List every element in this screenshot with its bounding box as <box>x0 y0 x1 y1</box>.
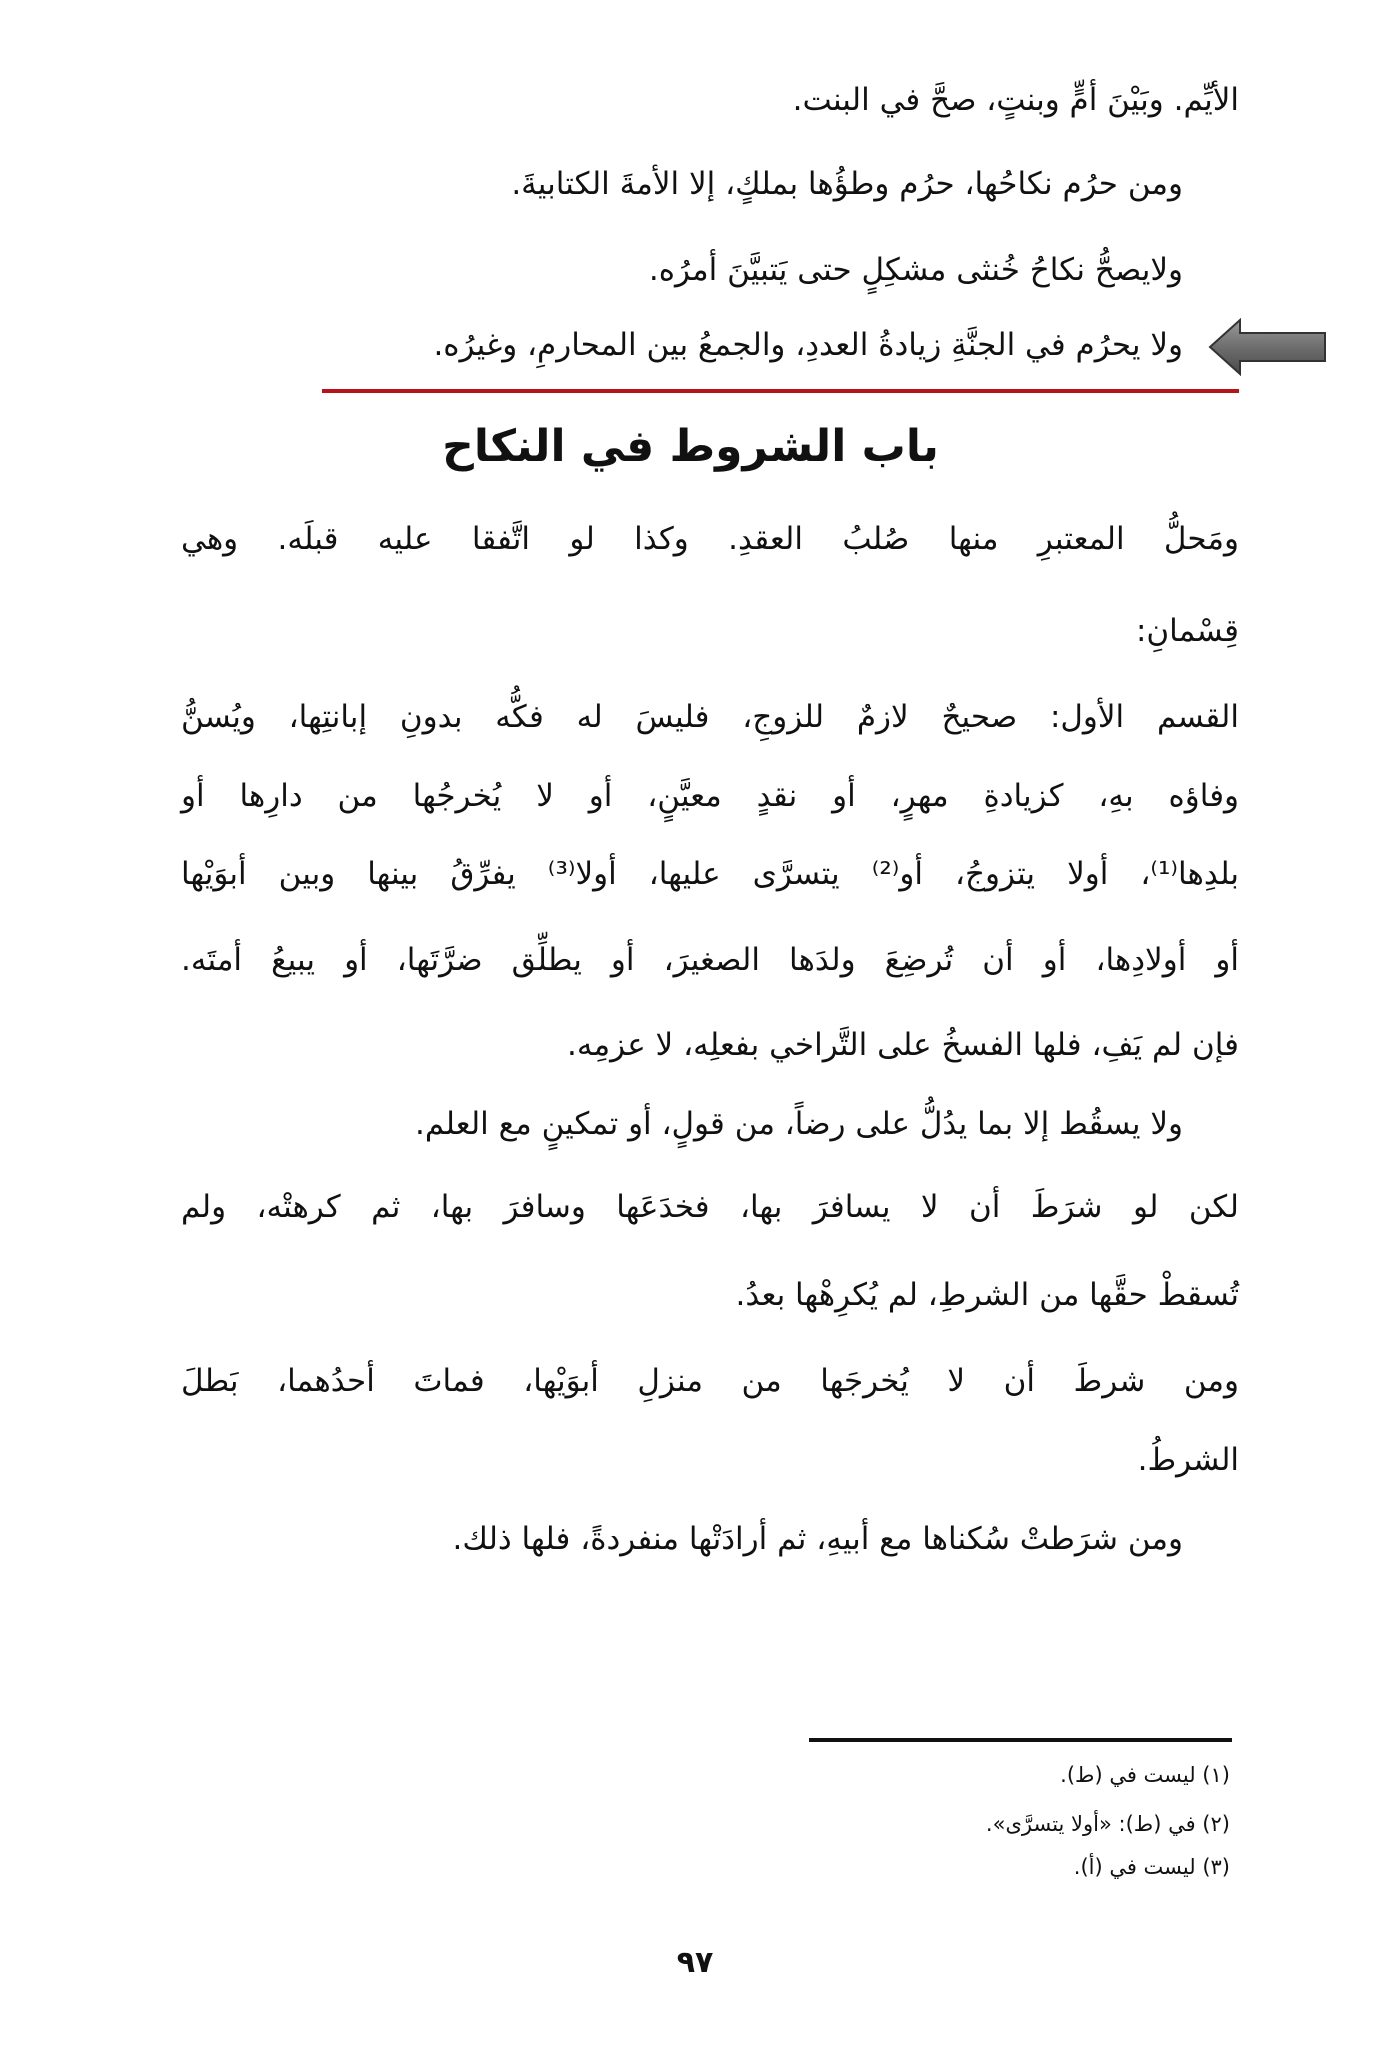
text-line: بلدِها⁽¹⁾، أولا يتزوجُ، أو⁽²⁾ يتسرَّى عليها، أولا⁽³⁾ يفرِّقُ بينها وبين أبوَيْها <box>181 856 1239 892</box>
text-line: ولايصحُّ نكاحُ خُنثى مشكِلٍ حتى يَتبيَّنَ أمرُه. <box>648 252 1183 288</box>
text-line: ومن شرَطتْ سُكناها مع أبيهِ، ثم أرادَتْها منفردةً، فلها ذلك. <box>452 1521 1183 1557</box>
footnote: (١) ليست في (ط). <box>1060 1763 1230 1787</box>
text-line: القسم الأول: صحيحٌ لازمٌ للزوجِ، فليسَ له فكُّه بدونِ إبانتِها، ويُسنُّ <box>181 699 1239 735</box>
section-heading: باب الشروط في النكاح <box>442 421 939 472</box>
text-line: ومَحلُّ المعتبرِ منها صُلبُ العقدِ. وكذا لو اتَّفقا عليه قبلَه. وهي <box>181 521 1239 557</box>
text-line: الشرطُ. <box>1137 1442 1239 1478</box>
footnote: (٢) في (ط): «أولا يتسرَّى». <box>985 1812 1230 1836</box>
text-line: الأيِّم. وبَيْنَ أمٍّ وبنتٍ، صحَّ في البنت. <box>792 82 1239 118</box>
text-line: لكن لو شرَطَ أن لا يسافرَ بها، فخدَعَها وسافرَ بها، ثم كرهتْه، ولم <box>181 1189 1239 1225</box>
text-line: قِسْمانِ: <box>1135 613 1239 649</box>
footnote: (٣) ليست في (أ). <box>1073 1855 1230 1879</box>
text-line: ولا يسقُط إلا بما يدُلُّ على رضاً، من قولٍ، أو تمكينٍ مع العلم. <box>415 1106 1183 1142</box>
text-line: ومن شرطَ أن لا يُخرجَها من منزلِ أبوَيْها، فماتَ أحدُهما، بَطلَ <box>181 1363 1239 1399</box>
text-line: فإن لم يَفِ، فلها الفسخُ على التَّراخي بفعلِه، لا عزمِه. <box>567 1027 1239 1063</box>
text-line: وفاؤه بهِ، كزيادةِ مهرٍ، أو نقدٍ معيَّنٍ، أو لا يُخرجُها من دارِها أو <box>181 778 1239 814</box>
red-divider <box>322 389 1239 393</box>
text-line: ومن حرُم نكاحُها، حرُم وطؤُها بملكٍ، إلا الأمةَ الكتابيةَ. <box>511 166 1183 202</box>
text-line: أو أولادِها، أو أن تُرضِعَ ولدَها الصغيرَ، أو يطلِّق ضرَّتَها، أو يبيعُ أمتَه. <box>181 942 1239 978</box>
text-line: تُسقطْ حقَّها من الشرطِ، لم يُكرِهْها بعدُ. <box>735 1277 1239 1313</box>
footnote-divider <box>809 1738 1232 1742</box>
highlighted-text-line: ولا يحرُم في الجنَّةِ زيادةُ العددِ، والجمعُ بين المحارمِ، وغيرُه. <box>433 327 1183 363</box>
left-arrow-icon <box>1208 318 1328 376</box>
page-number: ٩٧ <box>676 1945 714 1980</box>
